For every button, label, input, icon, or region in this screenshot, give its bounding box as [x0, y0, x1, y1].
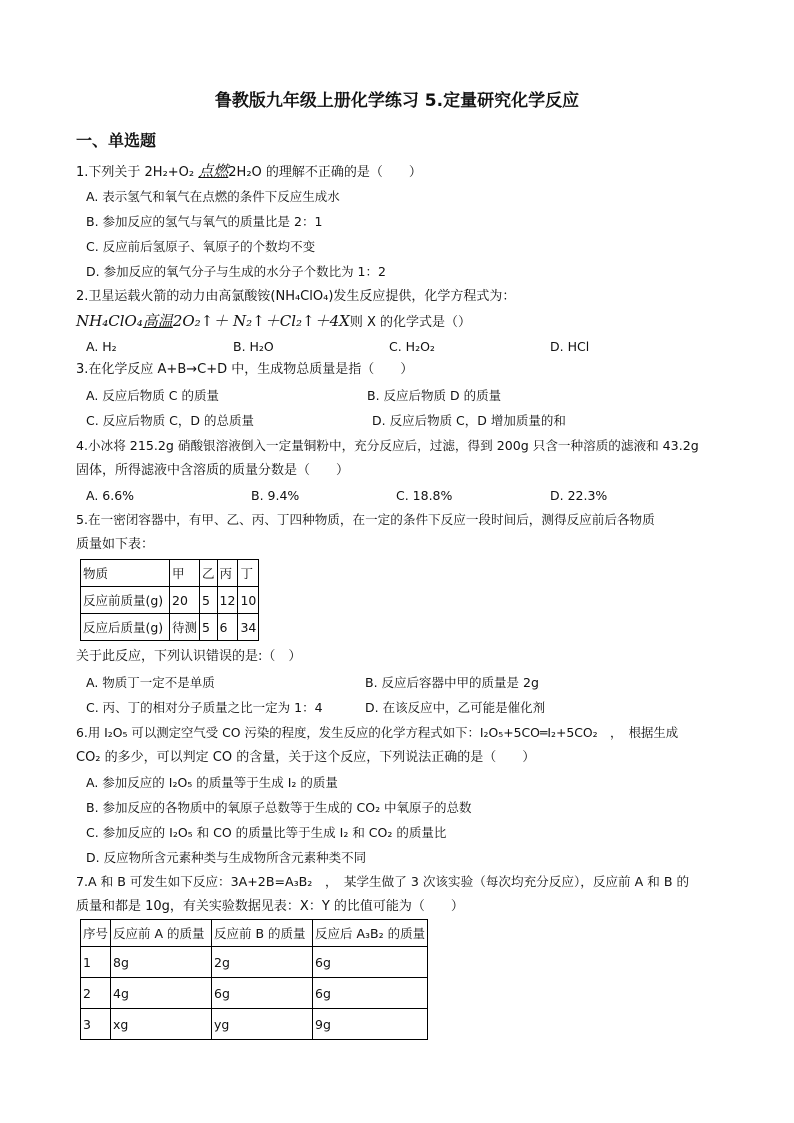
table-cell: 物质: [81, 560, 170, 587]
q6-option-c[interactable]: C. 参加反应的 I₂O₅ 和 CO 的质量比等于生成 I₂ 和 CO₂ 的质量比: [86, 825, 447, 840]
table-row: [81, 560, 259, 587]
q4-option-a[interactable]: A. 6.6%: [86, 488, 135, 503]
question-2-equation: NH₄ClO₄高温2O₂↑＋ N₂↑＋Cl₂↑＋4X则 X 的化学式是（）: [76, 312, 471, 330]
table-row: [81, 920, 428, 947]
q5-option-a[interactable]: A. 物质丁一定不是单质: [86, 675, 215, 690]
q3-option-a[interactable]: A. 反应后物质 C 的质量: [86, 388, 219, 403]
question-4-stem-line2: 固体，所得滤液中含溶质的质量分数是（ ）: [76, 463, 350, 478]
table-cell: 反应后 A₃B₂ 的质量: [313, 920, 428, 947]
table-cell: 反应后质量(g): [81, 614, 170, 641]
table-cell: 序号: [81, 920, 111, 947]
table-cell: 2: [81, 978, 111, 1009]
table-cell: 8g: [111, 947, 212, 978]
question-7-stem-line1: 7.A 和 B 可发生如下反应：3A+2B=A₃B₂ ， 某学生做了 3 次该实验（每次均充分反应），反应前 A 和 B 的: [76, 874, 690, 889]
q2-option-b[interactable]: B. H₂O: [233, 339, 274, 354]
table-cell: 反应前 B 的质量: [212, 920, 313, 947]
table-cell: 5: [200, 614, 218, 641]
table-cell: 6: [217, 614, 238, 641]
table-row: [81, 978, 428, 1009]
q3-option-c[interactable]: C. 反应后物质 C，D 的总质量: [86, 413, 254, 428]
question-5-stem-line2: 质量如下表：: [76, 537, 155, 552]
table-cell: 34: [238, 614, 259, 641]
table-row: [81, 1009, 428, 1040]
q5-mass-table: [80, 559, 259, 641]
q1-option-d[interactable]: D. 参加反应的氧气分子与生成的水分子个数比为 1：2: [86, 264, 386, 279]
q6-option-b[interactable]: B. 参加反应的各物质中的氧原子总数等于生成的 CO₂ 中氧原子的总数: [86, 800, 472, 815]
table-row: [81, 587, 259, 614]
question-6-stem-line1: 6.用 I₂O₅ 可以测定空气受 CO 污染的程度，发生反应的化学方程式如下：I₂O₅+5CO═I₂+5CO₂ ， 根据生成: [76, 725, 679, 740]
q3-option-b[interactable]: B. 反应后物质 D 的质量: [367, 388, 502, 403]
table-cell: yg: [212, 1009, 313, 1040]
table-cell: 1: [81, 947, 111, 978]
table-cell: 待测: [170, 614, 200, 641]
table-cell: 6g: [313, 978, 428, 1009]
table-cell: 4g: [111, 978, 212, 1009]
table-cell: 9g: [313, 1009, 428, 1040]
question-5-stem-line1: 5.在一密闭容器中，有甲、乙、丙、丁四种物质，在一定的条件下反应一段时间后，测得反应前后各物质: [76, 512, 655, 527]
question-4-stem-line1: 4.小冰将 215.2g 硝酸银溶液倒入一定量铜粉中，充分反应后，过滤，得到 200g 只含一种溶质的滤液和 43.2g: [76, 438, 699, 453]
table-cell: 12: [217, 587, 238, 614]
q1-option-a[interactable]: A. 表示氢气和氧气在点燃的条件下反应生成水: [86, 189, 340, 204]
question-6-stem-line2: CO₂ 的多少，可以判定 CO 的含量，关于这个反应，下列说法正确的是（ ）: [76, 750, 536, 765]
q2-option-d[interactable]: D. HCl: [550, 339, 590, 354]
q2-option-c[interactable]: C. H₂O₂: [389, 339, 435, 354]
table-cell: 反应前质量(g): [81, 587, 170, 614]
table-cell: 20: [170, 587, 200, 614]
question-3-stem: 3.在化学反应 A+B→C+D 中，生成物总质量是指（ ）: [76, 362, 414, 377]
q1-option-c[interactable]: C. 反应前后氢原子、氧原子的个数均不变: [86, 239, 316, 254]
table-cell: 乙: [200, 560, 218, 587]
table-cell: 6g: [313, 947, 428, 978]
question-7-stem-line2: 质量和都是 10g，有关实验数据见表：X：Y 的比值可能为（ ）: [76, 899, 464, 914]
section-heading: 一、单选题: [76, 131, 157, 150]
table-cell: xg: [111, 1009, 212, 1040]
table-row: [81, 947, 428, 978]
q4-option-d[interactable]: D. 22.3%: [550, 488, 608, 503]
page-title: 鲁教版九年级上册化学练习 5.定量研究化学反应: [214, 91, 580, 111]
table-cell: 丁: [238, 560, 259, 587]
q4-option-b[interactable]: B. 9.4%: [251, 488, 300, 503]
question-2-stem: 2.卫星运载火箭的动力由高氯酸铵(NH₄ClO₄)发生反应提供，化学方程式为：: [76, 289, 516, 304]
q5-option-c[interactable]: C. 丙、丁的相对分子质量之比一定为 1：4: [86, 700, 323, 715]
table-cell: 2g: [212, 947, 313, 978]
q6-option-d[interactable]: D. 反应物所含元素种类与生成物所含元素种类不同: [86, 850, 367, 865]
q7-data-table: [80, 919, 428, 1040]
q1-option-b[interactable]: B. 参加反应的氢气与氧气的质量比是 2：1: [86, 214, 323, 229]
reaction-condition: 点燃: [198, 162, 229, 180]
table-cell: 3: [81, 1009, 111, 1040]
q3-option-d[interactable]: D. 反应后物质 C，D 增加质量的和: [372, 413, 566, 428]
table-row: [81, 614, 259, 641]
table-cell: 丙: [217, 560, 238, 587]
q2-option-a[interactable]: A. H₂: [86, 339, 117, 354]
q5-option-d[interactable]: D. 在该反应中，乙可能是催化剂: [365, 700, 546, 715]
q4-option-c[interactable]: C. 18.8%: [396, 488, 453, 503]
table-cell: 10: [238, 587, 259, 614]
q6-option-a[interactable]: A. 参加反应的 I₂O₅ 的质量等于生成 I₂ 的质量: [86, 775, 338, 790]
question-5-prompt: 关于此反应，下列认识错误的是:（ ）: [76, 649, 302, 664]
table-cell: 6g: [212, 978, 313, 1009]
table-cell: 5: [200, 587, 218, 614]
table-cell: 甲: [170, 560, 200, 587]
question-1-stem: 1.下列关于 2H₂+O₂ 点燃2H₂O 的理解不正确的是（ ）: [76, 162, 422, 180]
q5-option-b[interactable]: B. 反应后容器中甲的质量是 2g: [365, 675, 539, 690]
table-cell: 反应前 A 的质量: [111, 920, 212, 947]
